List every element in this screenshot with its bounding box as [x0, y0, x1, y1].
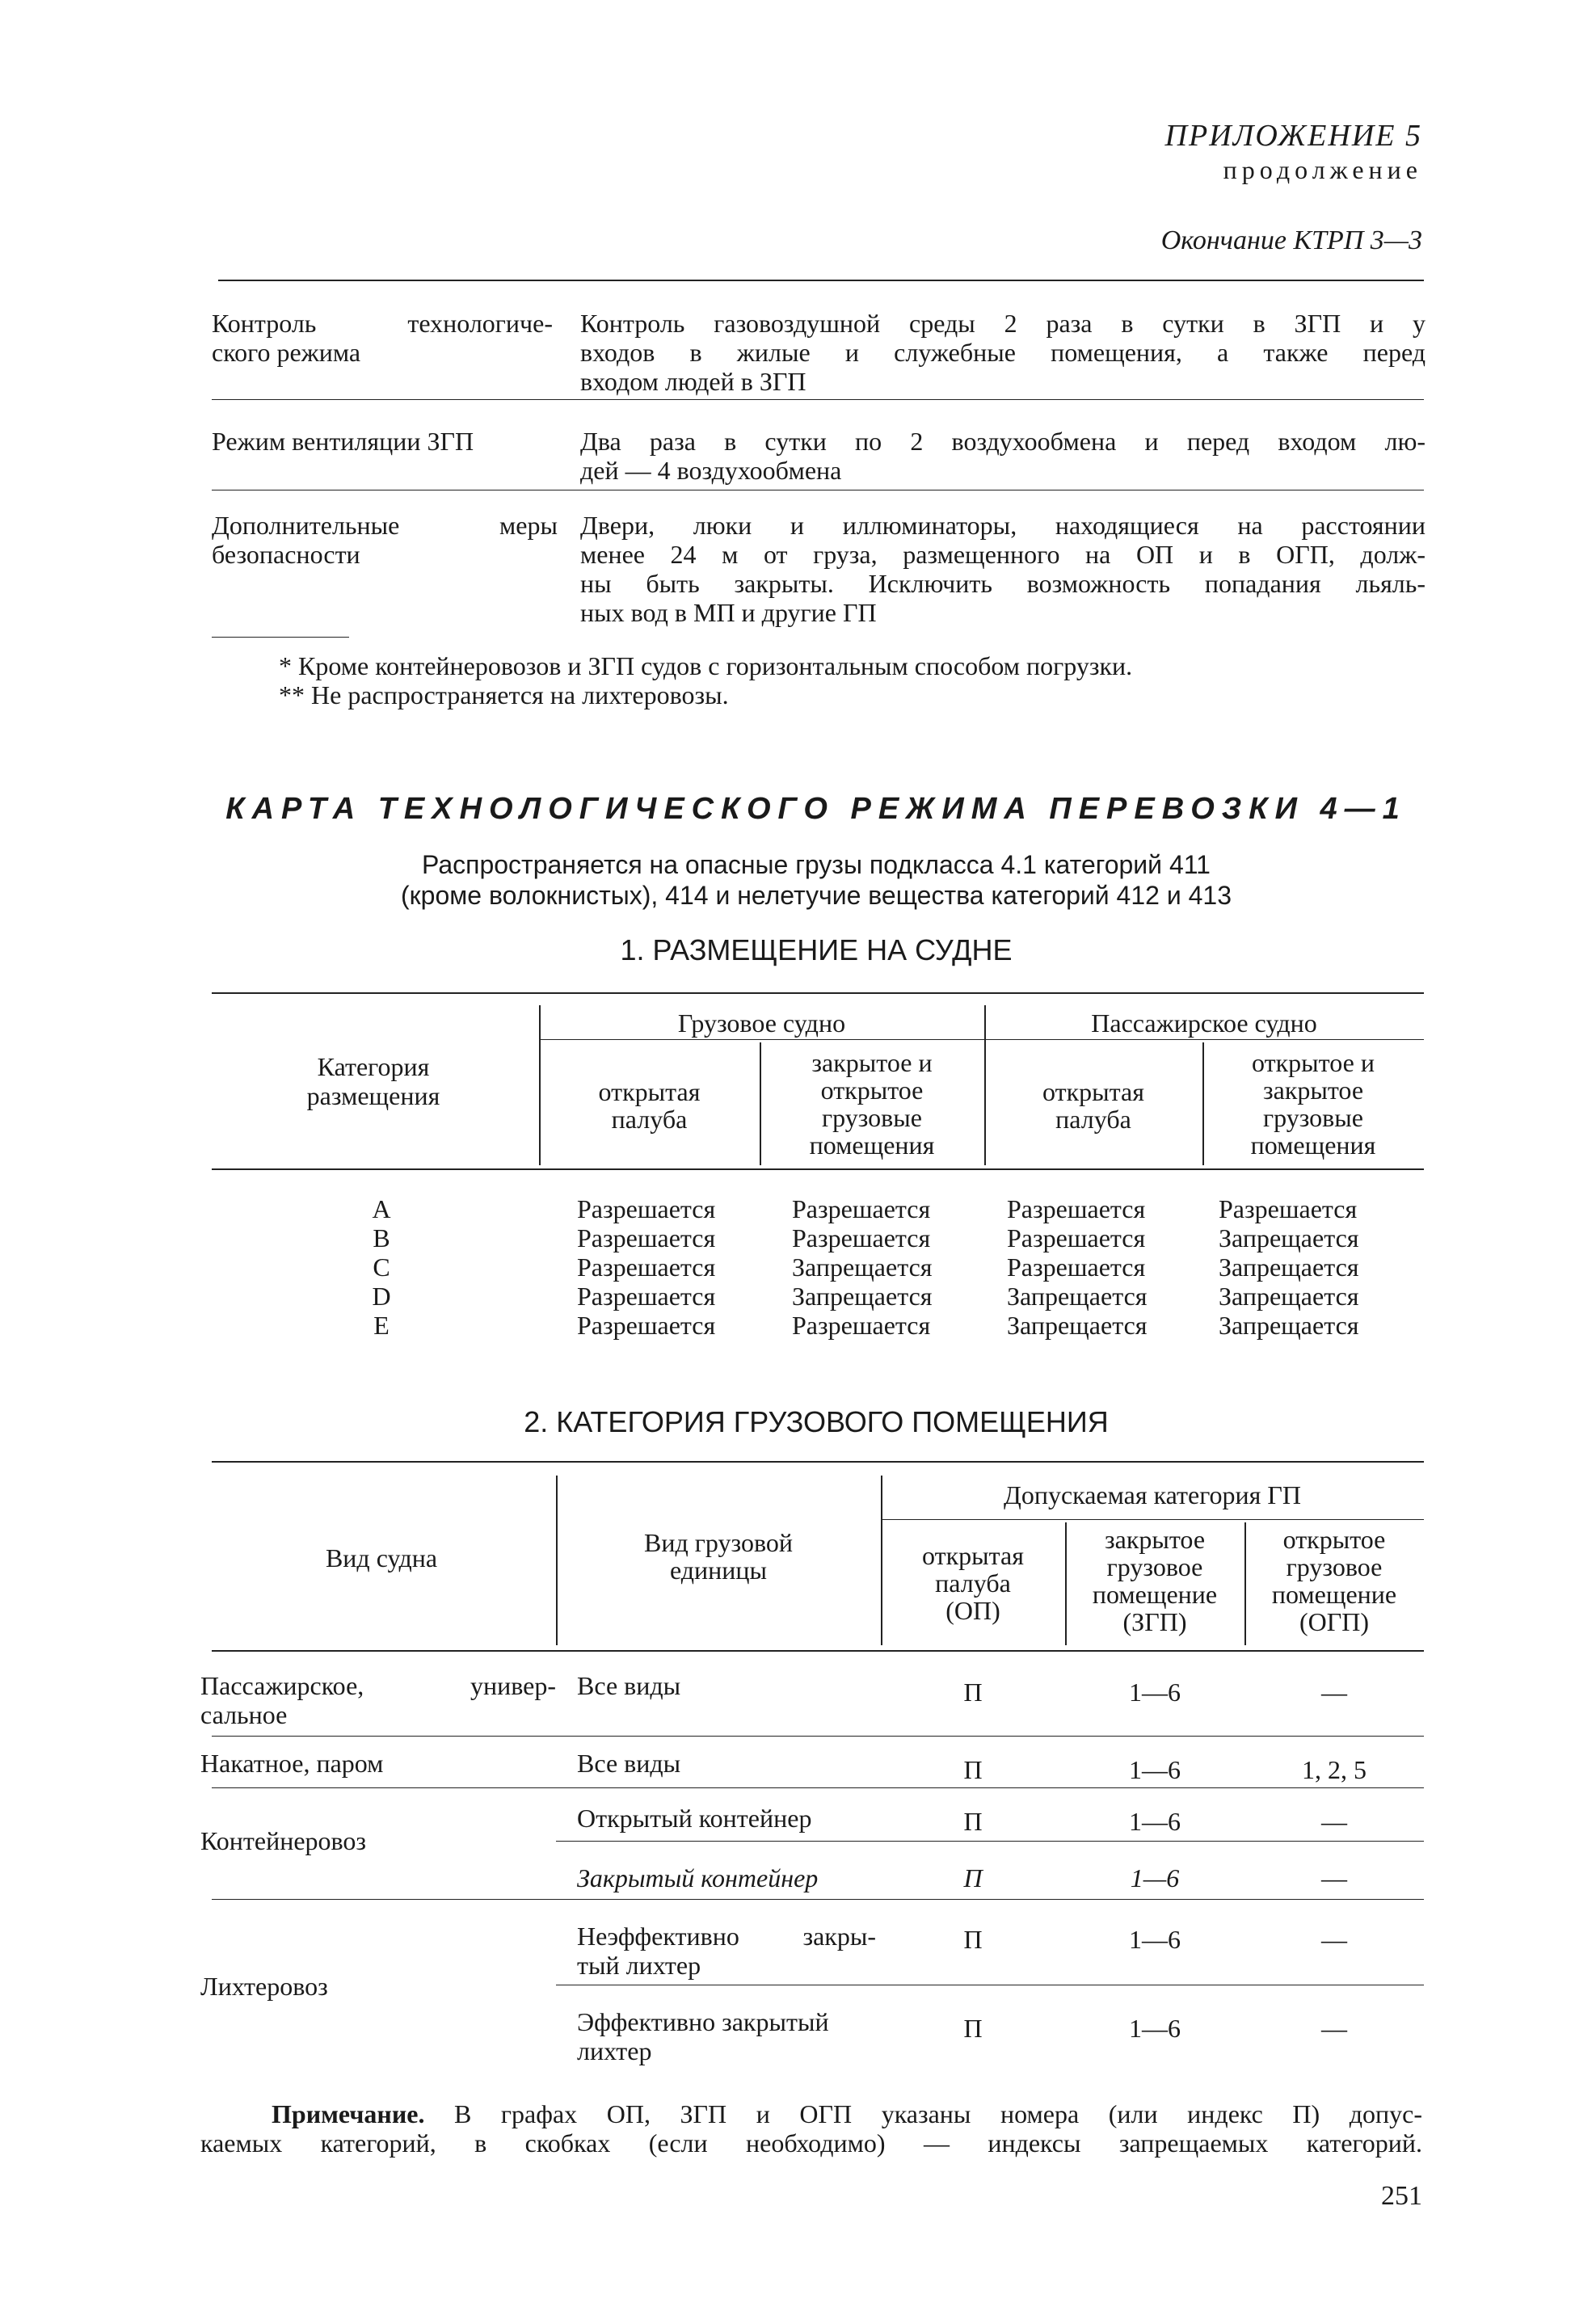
- op-cell: П: [963, 1807, 983, 1836]
- op-cell: П: [963, 1755, 983, 1784]
- ship-type-cell: Накатное, паром: [200, 1749, 384, 1778]
- note-text: В графах ОП, ЗГП и ОГП указаны номера (или индекс П) допус-: [424, 2099, 1422, 2128]
- category-cell: C: [373, 1253, 390, 1282]
- op-cell: П: [963, 1925, 983, 1954]
- unit-type-cell: Эффективно закрытый лихтер: [577, 2007, 829, 2065]
- col-header-open-deck: открытая палуба: [598, 1077, 701, 1134]
- value-cell: Запрещается: [1219, 1223, 1359, 1253]
- zgp-cell: 1—6: [1129, 1925, 1181, 1954]
- value-cell: Разрешается: [1007, 1223, 1146, 1253]
- row-divider: [212, 1736, 1424, 1737]
- col-header-zgp: закрытое грузовое помещение (ЗГП): [1092, 1525, 1218, 1636]
- value-cell: Разрешается: [577, 1282, 716, 1311]
- value-cell: Разрешается: [577, 1223, 716, 1253]
- col-header-category: Категория размещения: [306, 1052, 440, 1110]
- value-cell: Разрешается: [1219, 1194, 1358, 1223]
- row-label: Контроль технологиче- ского режима: [212, 309, 553, 367]
- zgp-cell: 1—6: [1130, 1863, 1180, 1892]
- table-row: [212, 1223, 1424, 1253]
- value-cell: Запрещается: [1007, 1311, 1148, 1340]
- value-cell: Разрешается: [792, 1194, 931, 1223]
- ship-type-cell: Контейнеровоз: [200, 1826, 367, 1855]
- note-label: Примечание.: [272, 2099, 425, 2128]
- row-divider: [212, 399, 1424, 400]
- value-cell: Разрешается: [792, 1223, 931, 1253]
- unit-type-cell: Неэффективно закры- тый лихтер: [577, 1922, 876, 1980]
- value-cell: Запрещается: [1219, 1253, 1359, 1282]
- value-cell: Разрешается: [577, 1194, 716, 1223]
- card-subtitle-2: (кроме волокнистых), 414 и нелетучие вещества категорий 412 и 413: [401, 881, 1232, 910]
- footnote-rule: [212, 637, 349, 638]
- col-header-closed-open: закрытое и открытое грузовые помещения: [809, 1048, 935, 1160]
- value-cell: Запрещается: [1219, 1282, 1359, 1311]
- ship-type-cell: Лихтеровоз: [200, 1972, 328, 2001]
- unit-type-cell: Закрытый контейнер: [577, 1863, 819, 1892]
- footnote-2: ** Не распространяется на лихтеровозы.: [279, 680, 729, 709]
- card-end-label: Окончание КТРП 3—3: [1160, 225, 1422, 255]
- row-divider: [212, 1787, 1424, 1788]
- ogp-cell: —: [1321, 2014, 1347, 2043]
- ogp-cell: —: [1321, 1678, 1347, 1707]
- col-header-pass-open: открытая палуба: [1042, 1077, 1144, 1134]
- group-rule: [539, 1039, 1424, 1040]
- zgp-cell: 1—6: [1129, 1807, 1181, 1836]
- ogp-cell: —: [1321, 1863, 1347, 1892]
- row-label: Режим вентиляции ЗГП: [212, 427, 474, 456]
- col-header-op: открытая палуба (ОП): [922, 1541, 1024, 1625]
- row-divider: [212, 1899, 1424, 1900]
- op-cell: П: [963, 2014, 983, 2043]
- table-row: [212, 1253, 1424, 1282]
- header-bottom-rule: [212, 1168, 1424, 1170]
- value-cell: Разрешается: [792, 1311, 931, 1340]
- row-text: Контроль газовоздушной среды 2 раза в сутки в ЗГП и у входов в жилые и служебные помещения, а также перед входом людей в ЗГП: [580, 309, 1426, 396]
- category-cell: D: [372, 1282, 391, 1311]
- category-cell: A: [372, 1194, 391, 1223]
- ship-type-cell: Пассажирское, универ- сальное: [200, 1671, 556, 1729]
- col-header-pass-closed: открытое и закрытое грузовые помещения: [1250, 1048, 1376, 1160]
- unit-type-cell: Открытый контейнер: [577, 1804, 812, 1833]
- unit-type-cell: Все виды: [577, 1671, 681, 1700]
- col-header-unit-type: Вид грузовой единицы: [644, 1528, 793, 1585]
- row-text: Двери, люки и иллюминаторы, находящиеся на расстоянии менее 24 м от груза, размещенного на ОП и в ОГП, долж- ны быть закрыты. Исключить возможность попадания льяль- ных вод в МП и другие ГП: [580, 511, 1426, 627]
- row-text: Два раза в сутки по 2 воздухообмена и перед входом лю- дей — 4 воздухообмена: [580, 427, 1426, 485]
- value-cell: Разрешается: [577, 1253, 716, 1282]
- row-divider: [556, 1841, 1424, 1842]
- group-rule: [881, 1519, 1424, 1520]
- value-cell: Разрешается: [1007, 1253, 1146, 1282]
- card-title: КАРТА ТЕХНОЛОГИЧЕСКОГО РЕЖИМА ПЕРЕВОЗКИ 4—1: [225, 792, 1407, 826]
- value-cell: Запрещается: [792, 1282, 933, 1311]
- col-group-cargo: Грузовое судно: [677, 1008, 846, 1038]
- col-group-passenger: Пассажирское судно: [1091, 1008, 1317, 1038]
- ogp-cell: —: [1321, 1807, 1347, 1836]
- col-group-allowed: Допускаемая категория ГП: [1004, 1480, 1301, 1509]
- ogp-cell: 1, 2, 5: [1302, 1755, 1367, 1784]
- table-top-rule: [212, 992, 1424, 994]
- ogp-cell: —: [1321, 1925, 1347, 1954]
- op-cell: П: [963, 1678, 983, 1707]
- value-cell: Разрешается: [577, 1311, 716, 1340]
- appendix-title: ПРИЛОЖЕНИЕ 5: [1164, 119, 1422, 153]
- table-rule: [218, 280, 1424, 281]
- section-2-title: 2. КАТЕГОРИЯ ГРУЗОВОГО ПОМЕЩЕНИЯ: [524, 1405, 1109, 1438]
- zgp-cell: 1—6: [1129, 1755, 1181, 1784]
- note-line-1: [272, 2099, 1422, 2128]
- table-row: [212, 1311, 1424, 1340]
- table-row: [212, 1282, 1424, 1311]
- card-subtitle-1: Распространяется на опасные грузы подкласса 4.1 категорий 411: [422, 850, 1211, 879]
- appendix-continued: продолжение: [1223, 155, 1422, 184]
- page-number: 251: [1381, 2181, 1422, 2211]
- unit-type-cell: Все виды: [577, 1749, 681, 1778]
- header-bottom-rule: [212, 1650, 1424, 1652]
- value-cell: Разрешается: [1007, 1194, 1146, 1223]
- col-header-ogp: открытое грузовое помещение (ОГП): [1271, 1525, 1397, 1636]
- row-label: Дополнительные меры безопасности: [212, 511, 558, 569]
- footnote-1: * Кроме контейнеровозов и ЗГП судов с горизонтальным способом погрузки.: [279, 651, 1133, 680]
- col-header-ship-type: Вид судна: [325, 1543, 438, 1572]
- zgp-cell: 1—6: [1129, 1678, 1181, 1707]
- value-cell: Запрещается: [792, 1253, 933, 1282]
- note-line-2: каемых категорий, в скобках (если необходимо) — индексы запрещаемых категорий.: [200, 2128, 1422, 2158]
- table-top-rule: [212, 1461, 1424, 1463]
- zgp-cell: 1—6: [1129, 2014, 1181, 2043]
- table-row: [212, 1194, 1424, 1223]
- placement-table-body: [212, 1194, 1424, 1340]
- value-cell: Запрещается: [1219, 1311, 1359, 1340]
- section-1-title: 1. РАЗМЕЩЕНИЕ НА СУДНЕ: [620, 933, 1013, 966]
- op-cell: П: [963, 1863, 983, 1892]
- category-cell: E: [373, 1311, 390, 1340]
- category-cell: B: [373, 1223, 390, 1253]
- value-cell: Запрещается: [1007, 1282, 1148, 1311]
